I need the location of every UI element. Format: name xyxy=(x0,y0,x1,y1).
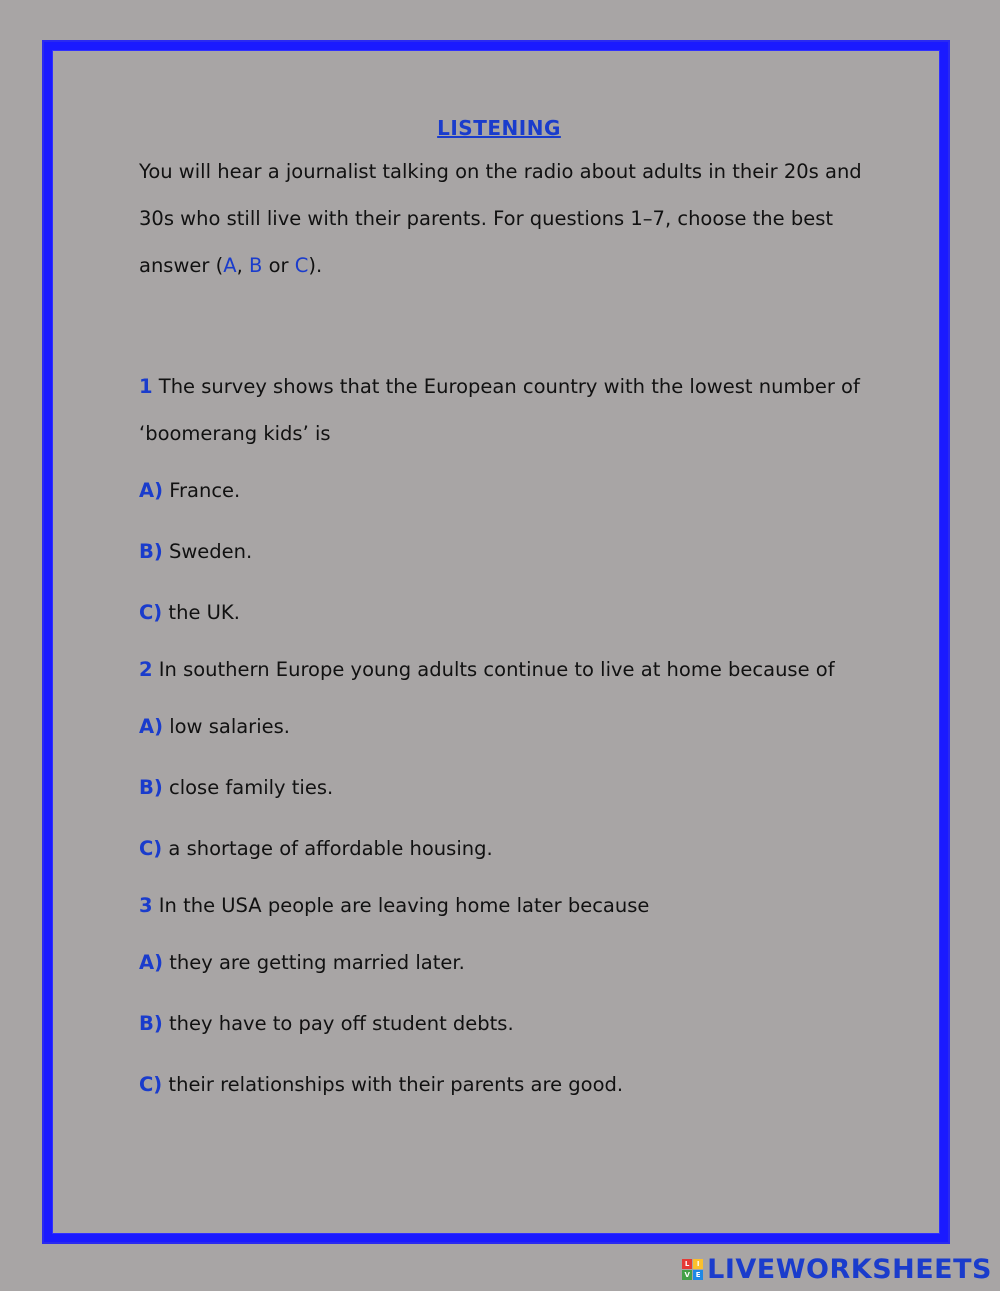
instructions-comma: , xyxy=(236,254,249,277)
option-text: their relationships with their parents are good. xyxy=(162,1073,624,1096)
logo-mark-letter: E xyxy=(693,1270,703,1280)
instructions-letter-c: C xyxy=(294,254,309,277)
option-letter: C) xyxy=(139,1073,163,1096)
instructions-end: ). xyxy=(308,254,323,277)
question-2-option-b[interactable] xyxy=(139,774,869,801)
option-letter: A) xyxy=(139,479,164,502)
instructions-text: You will hear a journalist talking on the radio about adults in their 20s and 30s who still live with their parents. For questions 1–7, choose the best answer ( xyxy=(139,160,862,277)
option-text: France. xyxy=(163,479,241,502)
logo-text: LIVEWORKSHEETS xyxy=(707,1254,992,1285)
question-2-option-c[interactable] xyxy=(139,835,869,862)
question-text: In southern Europe young adults continue to live at home because of xyxy=(152,658,835,681)
option-letter: A) xyxy=(139,951,164,974)
option-text: close family ties. xyxy=(162,776,334,799)
worksheet-title: LISTENING xyxy=(437,116,561,140)
option-text: they have to pay off student debts. xyxy=(162,1012,514,1035)
question-2 xyxy=(139,646,869,693)
logo-mark-letter: I xyxy=(693,1259,703,1269)
option-text: Sweden. xyxy=(162,540,253,563)
question-number: 1 xyxy=(139,375,153,398)
logo-mark-letter: V xyxy=(682,1270,692,1280)
option-letter: C) xyxy=(139,601,163,624)
question-text: The survey shows that the European country with the lowest number of ‘boomerang kids’ is xyxy=(139,375,860,445)
question-3-option-b[interactable] xyxy=(139,1010,869,1037)
option-letter: B) xyxy=(139,776,163,799)
worksheet-content xyxy=(139,116,869,1098)
instructions xyxy=(139,148,869,289)
option-text: the UK. xyxy=(162,601,240,624)
liveworksheets-logo xyxy=(682,1254,992,1285)
question-3 xyxy=(139,882,869,929)
option-letter: B) xyxy=(139,540,163,563)
instructions-letter-b: B xyxy=(249,254,263,277)
option-letter: B) xyxy=(139,1012,163,1035)
option-letter: C) xyxy=(139,837,163,860)
question-1-option-b[interactable] xyxy=(139,538,869,565)
question-3-option-c[interactable] xyxy=(139,1071,869,1098)
option-text: they are getting married later. xyxy=(163,951,465,974)
question-number: 2 xyxy=(139,658,153,681)
logo-mark-letter: L xyxy=(682,1259,692,1269)
question-1 xyxy=(139,363,869,457)
option-letter: A) xyxy=(139,715,164,738)
instructions-or: or xyxy=(262,254,295,277)
question-1-option-a[interactable] xyxy=(139,477,869,504)
question-number: 3 xyxy=(139,894,153,917)
option-text: a shortage of affordable housing. xyxy=(162,837,493,860)
option-text: low salaries. xyxy=(163,715,290,738)
instructions-letter-a: A xyxy=(223,254,237,277)
question-1-option-c[interactable] xyxy=(139,599,869,626)
logo-mark-icon xyxy=(682,1259,703,1280)
question-3-option-a[interactable] xyxy=(139,949,869,976)
question-2-option-a[interactable] xyxy=(139,713,869,740)
question-text: In the USA people are leaving home later because xyxy=(152,894,650,917)
